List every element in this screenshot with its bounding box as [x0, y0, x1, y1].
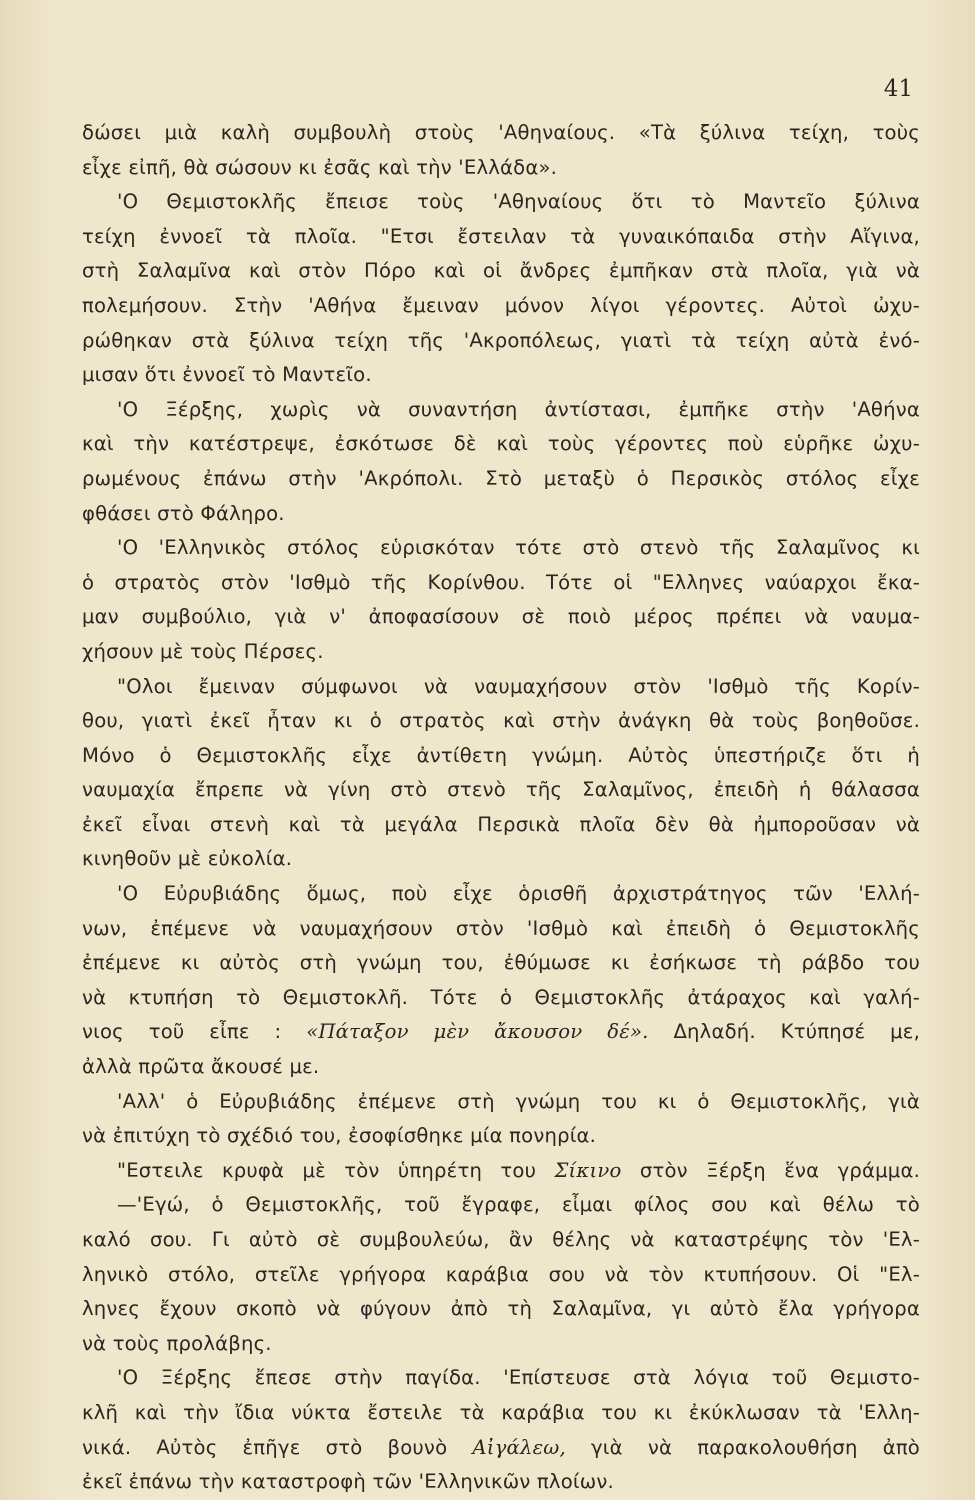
text-line [82, 427, 920, 462]
text-line [82, 358, 920, 393]
text-line [82, 1396, 920, 1431]
line-text: ληνες ἔχουν σκοπὸ νὰ φύγουν ἀπὸ τὴ Σαλαμῖνα, γι αὐτὸ ἔλα γρήγορα [82, 1297, 920, 1321]
line-text: κινηθοῦν μὲ εὐκολία. [82, 847, 293, 871]
text-line [82, 1188, 920, 1223]
line-text: 'Ο Θεμιστοκλῆς ἔπεισε τοὺς 'Αθηναίους ὅτι τὸ Μαντεῖο ξύλινα [117, 190, 920, 214]
text-line [82, 1431, 920, 1466]
page-number: 41 [883, 76, 913, 102]
text-line [82, 151, 920, 186]
line-text: 'Αλλ' ὁ Εὐρυβιάδης ἐπέμενε στὴ γνώμη του κι ὁ Θεμιστοκλῆς, γιὰ [117, 1089, 920, 1113]
text-line [82, 1050, 920, 1085]
line-text: ναυμαχία ἔπρεπε νὰ γίνη στὸ στενὸ τῆς Σαλαμῖνος, ἐπειδὴ ἡ θάλασσα [82, 778, 920, 802]
line-text: νὰ τοὺς προλάβης. [82, 1331, 272, 1355]
line-text: καλό σου. Γι αὐτὸ σὲ συμβουλεύω, ἂν θέλης νὰ καταστρέψης τὸν 'Ελ- [82, 1228, 920, 1251]
line-text: στὴ Σαλαμῖνα καὶ στὸν Πόρο καὶ οἱ ἄνδρες ἐμπῆκαν στὰ πλοῖα, γιὰ νὰ [82, 259, 920, 283]
text-line [82, 116, 920, 151]
text-line [82, 670, 920, 705]
text-line [82, 289, 920, 324]
text-line [82, 1085, 920, 1120]
line-text: νικά. Αὐτὸς ἐπῆγε στὸ βουνὸ [82, 1435, 448, 1459]
line-text: τείχη ἐννοεῖ τὰ πλοῖα. "Ετσι ἔστειλαν τὰ γυναικόπαιδα στὴν Αἴγινα, [82, 224, 920, 248]
line-text: ὁ στρατὸς στὸν 'Ισθμὸ τῆς Κορίνθου. Τότε οἱ "Ελληνες ναύαρχοι ἔκα- [82, 570, 920, 594]
text-line [82, 912, 920, 947]
line-text: νὰ κτυπήση τὸ Θεμιστοκλῆ. Τότε ὁ Θεμιστοκλῆς ἀτάραχος καὶ γαλή- [82, 985, 920, 1009]
text-line [82, 981, 920, 1016]
line-text: δώσει μιὰ καλὴ συμβουλὴ στοὺς 'Αθηναίους. «Τὰ ξύλινα τείχη, τοὺς [82, 121, 920, 144]
text-line [82, 704, 920, 739]
text-line [82, 1361, 920, 1396]
line-text: φθάσει στὸ Φάληρο. [82, 501, 285, 525]
text-line [82, 566, 920, 601]
line-text: νιος τοῦ εἶπε : [82, 1020, 282, 1044]
line-text: ἐκεῖ εἶναι στενὴ καὶ τὰ μεγάλα Περσικὰ πλοῖα δὲν θὰ ἠμποροῦσαν νὰ [82, 812, 920, 836]
text-line [82, 1119, 920, 1154]
line-text: ρωμένους ἐπάνω στὴν 'Ακρόπολι. Στὸ μεταξὺ ὁ Περσικὸς στόλος εἶχε [82, 466, 920, 490]
line-text: κλῆ καὶ τὴν ἴδια νύκτα ἔστειλε τὰ καράβια του κι ἐκύκλωσαν τὰ 'Ελλη- [82, 1400, 920, 1424]
text-line [82, 497, 920, 532]
text-line [82, 773, 920, 808]
text-line [82, 635, 920, 670]
line-text: ληνικὸ στόλο, στεῖλε γρήγορα καράβια σου νὰ τὸν κτυπήσουν. Οἱ "Ελ- [82, 1262, 920, 1286]
text-line [82, 1223, 920, 1258]
line-emphasis: Αἰγάλεω, [472, 1435, 566, 1459]
line-text: μισαν ὅτι ἐννοεῖ τὸ Μαντεῖο. [82, 363, 372, 387]
line-text-rest: γιὰ νὰ παρακολουθήση ἀπὸ [591, 1435, 920, 1459]
text-line [82, 185, 920, 220]
line-text: καὶ τὴν κατέστρεψε, ἐσκότωσε δὲ καὶ τοὺς γέροντες ποὺ εὑρῆκε ὠχυ- [82, 432, 920, 456]
line-emphasis: Σίκινο [554, 1158, 622, 1182]
line-text: νων, ἐπέμενε νὰ ναυμαχήσουν στὸν 'Ισθμὸ καὶ ἐπειδὴ ὁ Θεμιστοκλῆς [82, 916, 920, 940]
line-text: Μόνο ὁ Θεμιστοκλῆς εἶχε ἀντίθετη γνώμη. Αὐτὸς ὑπεστήριζε ὅτι ἡ [82, 743, 920, 767]
text-line [82, 600, 920, 635]
text-line [82, 220, 920, 255]
line-text-rest: Δηλαδή. Κτύπησέ με, [673, 1020, 921, 1044]
text-line [82, 808, 920, 843]
line-text: ἐκεῖ ἐπάνω τὴν καταστροφὴ τῶν 'Ελληνικῶν πλοίων. [82, 1470, 614, 1494]
text-line [82, 1015, 920, 1050]
text-line [82, 842, 920, 877]
text-line [82, 393, 920, 428]
text-line [82, 324, 920, 359]
line-text: εἶχε εἰπῆ, θὰ σώσουν κι ἐσᾶς καὶ τὴν 'Ελλάδα». [82, 155, 558, 179]
text-line [82, 1327, 920, 1362]
body-text [82, 116, 920, 1500]
text-line [82, 254, 920, 289]
line-text: χήσουν μὲ τοὺς Πέρσες. [82, 639, 324, 663]
line-emphasis: «Πάταξον μὲν ἄκουσον δέ». [306, 1020, 649, 1044]
text-line [82, 1292, 920, 1327]
text-line [82, 1154, 920, 1189]
line-text: 'Ο Ξέρξης ἔπεσε στὴν παγίδα. 'Επίστευσε στὰ λόγια τοῦ Θεμιστο- [117, 1366, 920, 1390]
line-text: 'Ο 'Ελληνικὸς στόλος εὑρισκόταν τότε στὸ στενὸ τῆς Σαλαμῖνος κι [117, 536, 920, 560]
text-line [82, 1465, 920, 1500]
line-text: μαν συμβούλιο, γιὰ ν' ἀποφασίσουν σὲ ποιὸ μέρος πρέπει νὰ ναυμα- [82, 605, 920, 629]
text-line [82, 1258, 920, 1293]
text-line [82, 946, 920, 981]
line-text: —'Εγώ, ὁ Θεμιστοκλῆς, τοῦ ἔγραφε, εἶμαι φίλος σου καὶ θέλω τὸ [117, 1193, 920, 1217]
line-text: 'Ο Ξέρξης, χωρὶς νὰ συναντήση ἀντίστασι, ἐμπῆκε στὴν 'Αθήνα [117, 397, 920, 421]
text-line [82, 739, 920, 774]
line-text: "Ολοι ἔμειναν σύμφωνοι νὰ ναυμαχήσουν στὸν 'Ισθμὸ τῆς Κορίν- [117, 674, 920, 698]
line-text: θου, γιατὶ ἐκεῖ ἦταν κι ὁ στρατὸς καὶ στὴν ἀνάγκη θὰ τοὺς βοηθοῦσε. [82, 709, 920, 733]
line-text: ἀλλὰ πρῶτα ἄκουσέ με. [82, 1055, 320, 1079]
line-text: ἐπέμενε κι αὐτὸς στὴ γνώμη του, ἐθύμωσε κι ἐσήκωσε τὴ ράβδο του [82, 951, 920, 975]
text-line [82, 462, 920, 497]
text-line [82, 531, 920, 566]
line-text: "Εστειλε κρυφὰ μὲ τὸν ὑπηρέτη του [117, 1158, 537, 1182]
text-line [82, 877, 920, 912]
line-text: νὰ ἐπιτύχη τὸ σχέδιό του, ἐσοφίσθηκε μία πονηρία. [82, 1124, 597, 1148]
line-text: ρώθηκαν στὰ ξύλινα τείχη τῆς 'Ακροπόλεως, γιατὶ τὰ τείχη αὐτὰ ἐνό- [82, 328, 920, 352]
line-text-rest: στὸν Ξέρξη ἕνα γράμμα. [639, 1158, 921, 1182]
line-text: 'Ο Εὐρυβιάδης ὅμως, ποὺ εἶχε ὁρισθῆ ἀρχιστράτηγος τῶν 'Ελλή- [117, 882, 920, 906]
line-text: πολεμήσουν. Στὴν 'Αθήνα ἔμειναν μόνον λίγοι γέροντες. Αὐτοὶ ὠχυ- [82, 293, 920, 317]
